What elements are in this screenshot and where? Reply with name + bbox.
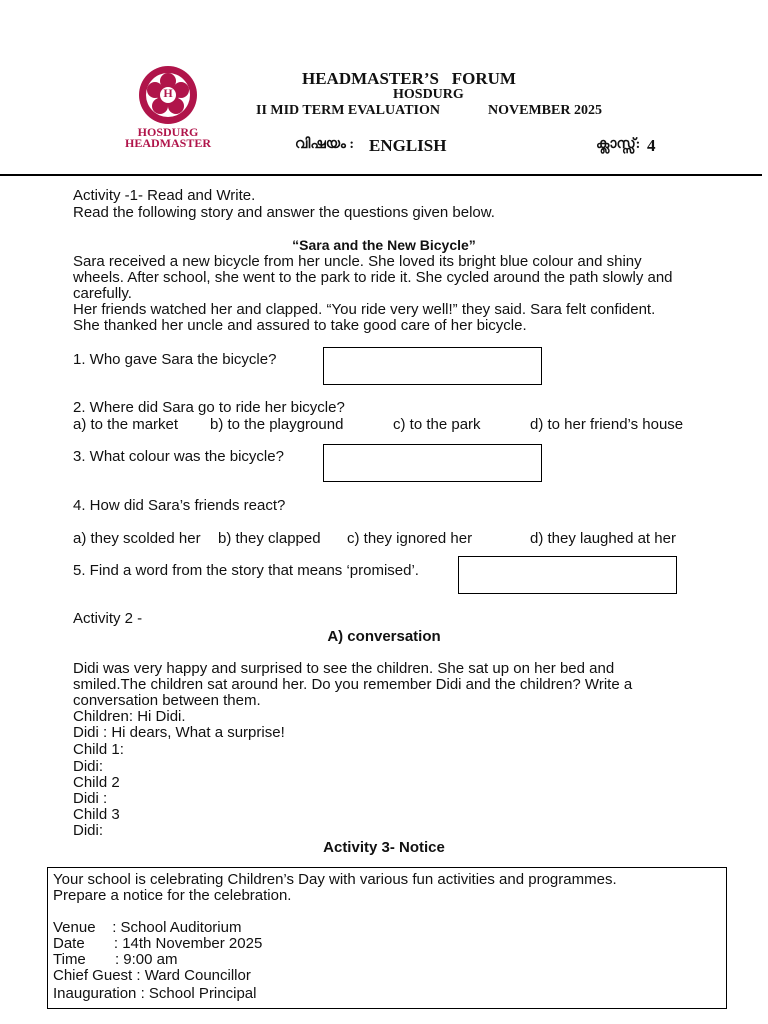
conversation-line: Children: Hi Didi. [73,708,186,725]
answer-box-3[interactable] [323,444,542,482]
conversation-line: smiled.The children sat around her. Do you remember Didi and the children? Write a [73,676,633,693]
header-divider [0,174,762,176]
notice-chief-guest: Chief Guest : Ward Councillor [53,967,251,984]
place-name: HOSDURG [393,87,464,102]
notice-date: Date : 14th November 2025 [53,935,263,952]
forum-title: HEADMASTER’S FORUM [302,69,516,88]
story-title: “Sara and the New Bicycle” [292,237,476,253]
story-line: Sara received a new bicycle from her uncle. She loved its bright blue colour and shiny [73,253,642,270]
conversation-subheading: A) conversation [327,628,441,645]
conversation-line: Didi : [73,790,108,807]
activity1-heading: Activity -1- Read and Write. [73,187,256,204]
answer-box-1[interactable] [323,347,542,385]
conversation-line: Didi: [73,822,104,839]
notice-box [47,867,727,1009]
story-line: carefully. [73,285,132,302]
conversation-line: Child 1: [73,741,124,758]
q2-option-a: a) to the market [73,416,179,433]
logo-line-1: HOSDURG [137,125,199,139]
notice-inauguration: Inauguration : School Principal [53,985,257,1002]
conversation-line: Didi : Hi dears, What a surprise! [73,724,285,741]
answer-box-5[interactable] [458,556,677,594]
q4-option-d: d) they laughed at her [530,530,676,547]
conversation-line: Didi was very happy and surprised to see the children. She sat up on her bed and [73,660,615,677]
notice-venue: Venue : School Auditorium [53,919,242,936]
conversation-line: Didi: [73,758,104,775]
notice-line: Prepare a notice for the celebration. [53,887,292,904]
conversation-line: Child 3 [73,806,120,823]
conversation-line: Child 2 [73,774,120,791]
q4-option-b: b) they clapped [218,530,321,547]
conversation-line: conversation between them. [73,692,261,709]
q4-option-c: c) they ignored her [347,530,473,547]
activity3-heading: Activity 3- Notice [323,839,445,856]
question-4: 4. How did Sara’s friends react? [73,497,286,514]
logo-line-2: HEADMASTER [124,136,211,150]
question-1: 1. Who gave Sara the bicycle? [73,351,277,368]
exam-name: II MID TERM EVALUATION [256,103,440,118]
class-label: ക്ലാസ്സ്: [596,137,641,152]
activity2-heading: Activity 2 - [73,610,143,627]
story-line: wheels. After school, she went to the park to ride it. She cycled around the path slowly and [73,269,673,286]
exam-month: NOVEMBER 2025 [488,103,602,118]
q2-option-d: d) to her friend’s house [530,416,684,433]
story-line: She thanked her uncle and assured to take good care of her bicycle. [73,317,527,334]
q2-option-c: c) to the park [393,416,481,433]
logo-letter: H [163,86,173,100]
question-5: 5. Find a word from the story that means ‘promised’. [73,562,419,579]
story-line: Her friends watched her and clapped. “You ride very well!” they said. Sara felt confident. [73,301,656,318]
notice-time: Time : 9:00 am [53,951,178,968]
subject-value: ENGLISH [369,136,447,155]
q2-option-b: b) to the playground [210,416,344,433]
question-3: 3. What colour was the bicycle? [73,448,284,465]
activity1-instruction: Read the following story and answer the questions given below. [73,204,495,221]
class-value: 4 [647,136,656,155]
q4-option-a: a) they scolded her [73,530,201,547]
notice-line: Your school is celebrating Children’s Day with various fun activities and programmes. [53,871,617,888]
question-2: 2. Where did Sara go to ride her bicycle? [73,399,345,416]
subject-label: വിഷയം : [295,137,355,152]
